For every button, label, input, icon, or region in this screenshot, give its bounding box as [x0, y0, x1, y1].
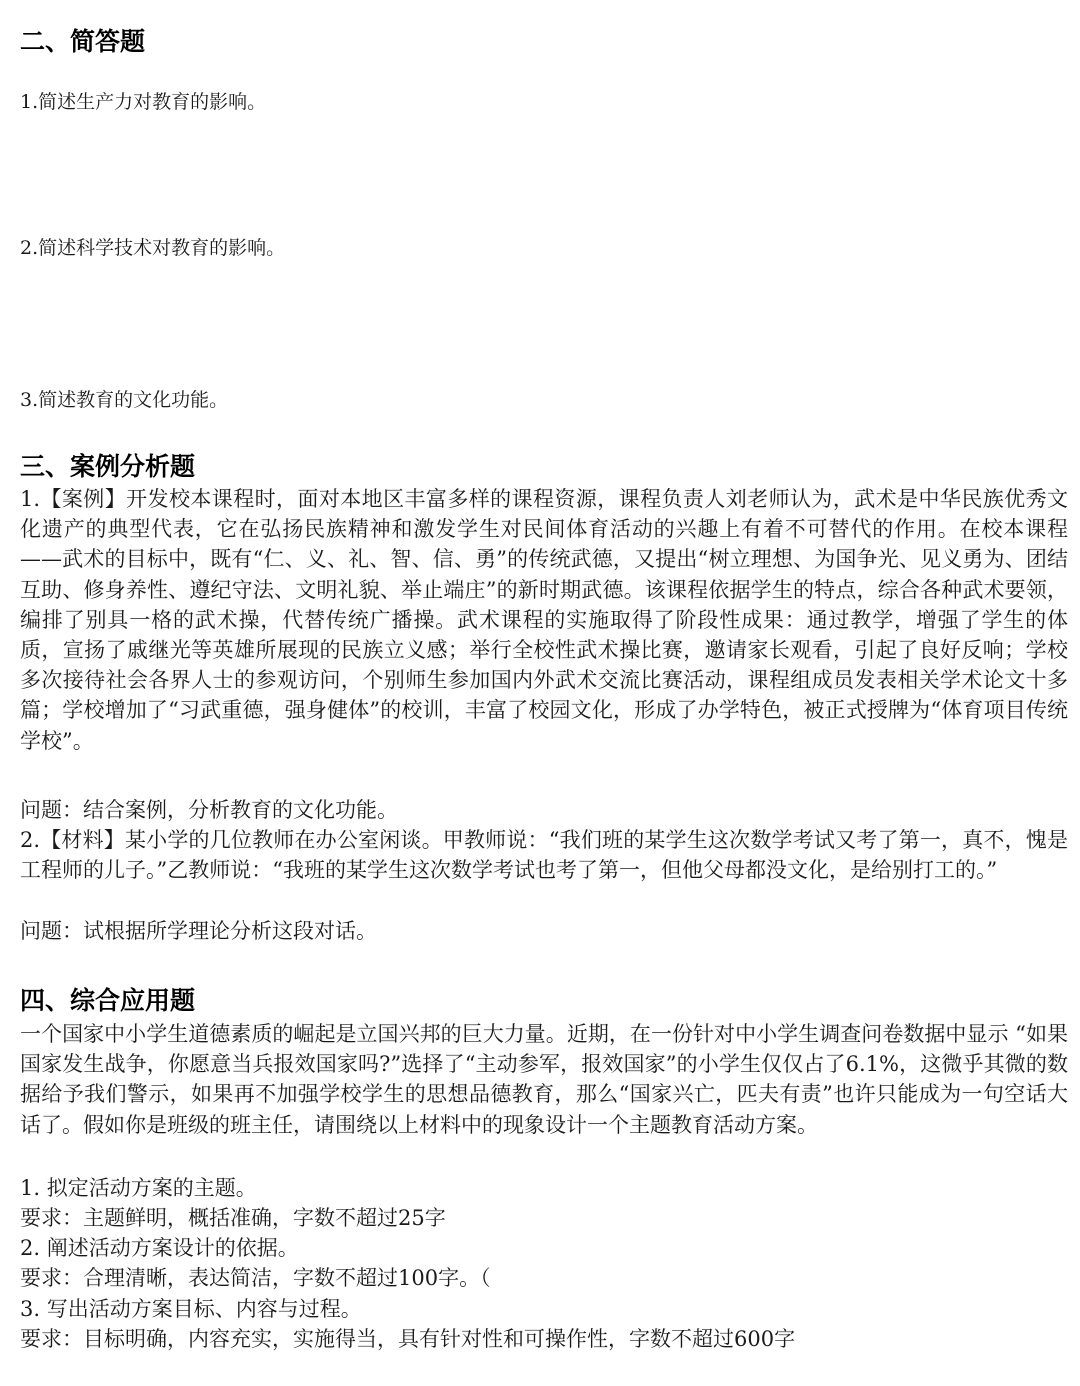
- section-2-title: 二、简答题: [20, 27, 146, 56]
- task-3: 3. 写出活动方案目标、内容与过程。: [20, 1297, 362, 1321]
- section-4-title: 四、综合应用题: [20, 986, 196, 1015]
- short-answer-question-2: 2.简述科学技术对教育的影响。: [20, 237, 286, 259]
- task-2: 2. 阐述活动方案设计的依据。: [20, 1236, 299, 1260]
- task-2-requirement: 要求：合理清晰，表达简洁，字数不超过100字。（: [20, 1266, 491, 1290]
- case-2-text: 2.【材料】某小学的几位教师在办公室闲谈。甲教师说：“我们班的某学生这次数学考试又考了第一，真不，愧是工程师的儿子。”乙教师说：“我班的某学生这次数学考试也考了第一，但他父母都没文化，是给别打工的。”: [20, 828, 1068, 883]
- section-4-intro: 一个国家中小学生道德素质的崛起是立国兴邦的巨大力量。近期，在一份针对中小学生调查问卷数据中显示 “如果国家发生战争，你愿意当兵报效国家吗?”选择了“主动参军，报效国家”的小学生仅仅占了6.1%，这微乎其微的数据给予我们警示，如果再不加强学校学生的思想品德教育，那么“国家兴亡，匹夫有责”也许只能成为一句空话大话了。假如你是班级的班主任，请围绕以上材料中的现象设计一个主题教育活动方案。: [20, 1022, 1068, 1137]
- section-3-title: 三、案例分析题: [20, 452, 196, 481]
- short-answer-question-3: 3.简述教育的文化功能。: [20, 389, 229, 411]
- task-3-requirement: 要求：目标明确，内容充实，实施得当，具有针对性和可操作性，字数不超过600字: [20, 1327, 796, 1351]
- task-1-requirement: 要求：主题鲜明，概括准确，字数不超过25字: [20, 1206, 446, 1230]
- case-2-question: 问题：试根据所学理论分析这段对话。: [20, 919, 377, 943]
- case-1-question: 问题：结合案例，分析教育的文化功能。: [20, 798, 398, 822]
- short-answer-question-1: 1.简述生产力对教育的影响。: [20, 91, 267, 113]
- task-1: 1. 拟定活动方案的主题。: [20, 1176, 257, 1200]
- case-1-text: 1.【案例】开发校本课程时，面对本地区丰富多样的课程资源，课程负责人刘老师认为，武术是中华民族优秀文化遗产的典型代表，它在弘扬民族精神和激发学生对民间体育活动的兴趣上有着不可替代的作用。在校本课程——武术的目标中，既有“仁、义、礼、智、信、勇”的传统武德，又提出“树立理想、为国争光、见义勇为、团结互助、修身养性、遵纪守法、文明礼貌、举止端庄”的新时期武德。该课程依据学生的特点，综合各种武术要领，编排了别具一格的武术操，代替传统广播操。武术课程的实施取得了阶段性成果：通过教学，增强了学生的体质，宣扬了戚继光等英雄所展现的民族立义感；举行全校性武术操比赛，邀请家长观看，引起了良好反响；学校多次接待社会各界人士的参观访问，个别师生参加国内外武术交流比赛活动，课程组成员发表相关学术论文十多篇；学校增加了“习武重德，强身健体”的校训，丰富了校园文化，形成了办学特色，被正式授牌为“体育项目传统学校”。: [20, 487, 1068, 753]
